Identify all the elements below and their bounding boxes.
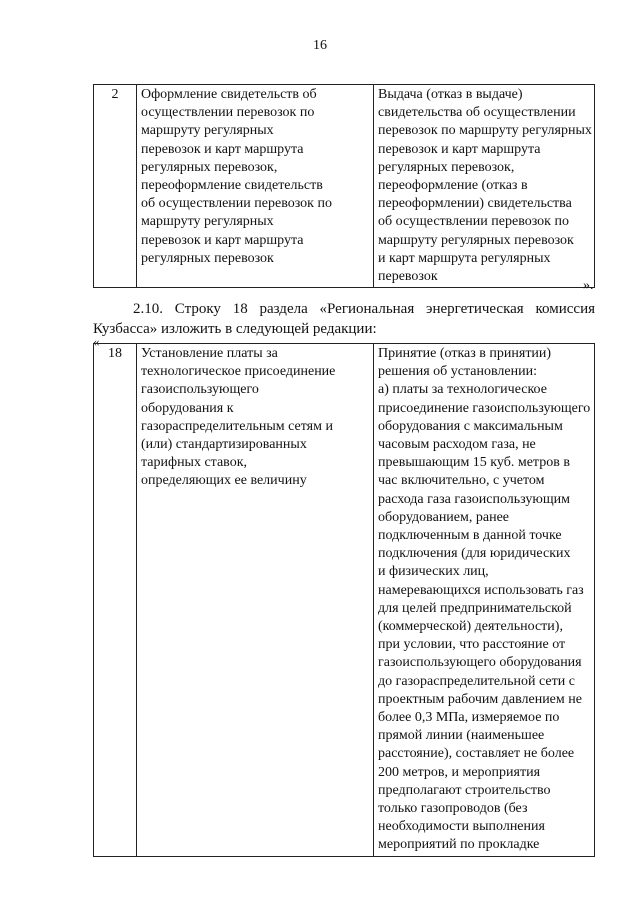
amendment-paragraph-line-1: 2.10. Строку 18 раздела «Региональная энергетическая комиссия <box>133 301 595 317</box>
text-line: газоиспользующего оборудования <box>378 655 582 671</box>
service-result-cell <box>374 85 595 288</box>
text-line: осуществлении перевозок по <box>141 105 315 121</box>
text-line: Оформление свидетельств об <box>141 87 317 102</box>
text-line: и физических лиц, <box>378 564 489 580</box>
text-line: перевозок и карт маршрута <box>378 141 541 157</box>
text-line: расстояние), составляет не более <box>378 746 575 762</box>
text-line: для целей предпринимательской <box>378 600 572 616</box>
text-line: подключения (для юридических <box>378 546 571 562</box>
text-line: час включительно, с учетом <box>378 473 545 489</box>
service-name-cell <box>137 344 374 857</box>
text-line: более 0,3 МПа, измеряемое по <box>378 710 560 726</box>
text-line: оборудования к <box>141 400 234 416</box>
text-line: переоформление свидетельств <box>141 178 323 194</box>
text-line: перевозок и карт маршрута <box>141 141 304 157</box>
text-line: при условии, что расстояние от <box>378 637 566 653</box>
text-line: переоформление (отказ в <box>378 178 528 194</box>
text-line: Принятие (отказ в принятии) <box>378 346 552 361</box>
text-line: и карт маршрута регулярных <box>378 250 551 266</box>
text-line: подключенным в данной точке <box>378 528 562 544</box>
service-result-cell <box>374 344 595 857</box>
text-line: переоформлении) свидетельства <box>378 196 572 212</box>
text-line: оборудования с максимальным <box>378 418 563 434</box>
text-line: до газораспределительной сети с <box>378 673 575 689</box>
service-name-cell <box>137 85 374 288</box>
text-line: (или) стандартизированных <box>141 437 307 453</box>
text-line: перевозок и карт маршрута <box>141 232 304 248</box>
text-line: прямой линии (наименьшее <box>378 728 545 744</box>
text-line: маршруту регулярных <box>141 214 274 230</box>
text-line: намеревающихся использовать газ <box>378 582 584 598</box>
text-line: тарифных ставок, <box>141 455 247 471</box>
text-line: необходимости выполнения <box>378 819 545 835</box>
text-line: мероприятий по прокладке <box>378 837 540 853</box>
text-line: определяющих ее величину <box>141 473 307 489</box>
text-line: превышающим 15 куб. метров в <box>378 455 570 471</box>
text-line: технологическое присоединение <box>141 364 336 380</box>
text-line: газоиспользующего <box>141 382 259 398</box>
service-table-row-18 <box>93 343 595 857</box>
closing-quote: ». <box>583 278 594 293</box>
text-line: регулярных перевозок, <box>141 159 278 175</box>
text-line: Установление платы за <box>141 346 278 361</box>
row-number-cell: 18 <box>94 344 137 857</box>
text-line: Выдача (отказ в выдаче) <box>378 87 523 102</box>
text-line: перевозок по маршруту регулярных <box>378 123 592 139</box>
text-line: предполагают строительство <box>378 782 551 798</box>
text-line: свидетельства об осуществлении <box>378 105 576 121</box>
table-row <box>94 344 595 857</box>
amendment-paragraph-line-2: Кузбасса» изложить в следующей редакции: <box>93 321 377 337</box>
text-line: перевозок <box>378 269 438 285</box>
text-line: маршруту регулярных <box>141 123 274 139</box>
text-line: газораспределительным сетям и <box>141 418 333 434</box>
text-line: 200 метров, и мероприятия <box>378 764 541 780</box>
text-line: об осуществлении перевозок по <box>378 214 569 230</box>
text-line: расхода газа газоиспользующим <box>378 491 570 507</box>
text-line: часовым расходом газа, не <box>378 437 536 453</box>
text-line: присоединение газоиспользующего <box>378 400 591 416</box>
text-line: маршруту регулярных перевозок <box>378 232 574 248</box>
text-line: решения об установлении: <box>378 364 537 380</box>
text-line: об осуществлении перевозок по <box>141 196 332 212</box>
text-line: регулярных перевозок <box>141 250 274 266</box>
text-line: а) платы за технологическое <box>378 382 547 398</box>
service-table-row-2 <box>93 84 595 288</box>
text-line: регулярных перевозок, <box>378 159 515 175</box>
text-line: проектным рабочим давлением не <box>378 691 582 707</box>
table-row <box>94 85 595 288</box>
opening-quote: « <box>93 334 100 349</box>
row-number-cell: 2 <box>94 85 137 288</box>
text-line: оборудованием, ранее <box>378 509 510 525</box>
text-line: только газопроводов (без <box>378 801 528 817</box>
text-line: (коммерческой) деятельности), <box>378 619 563 635</box>
page-number: 16 <box>313 38 327 53</box>
